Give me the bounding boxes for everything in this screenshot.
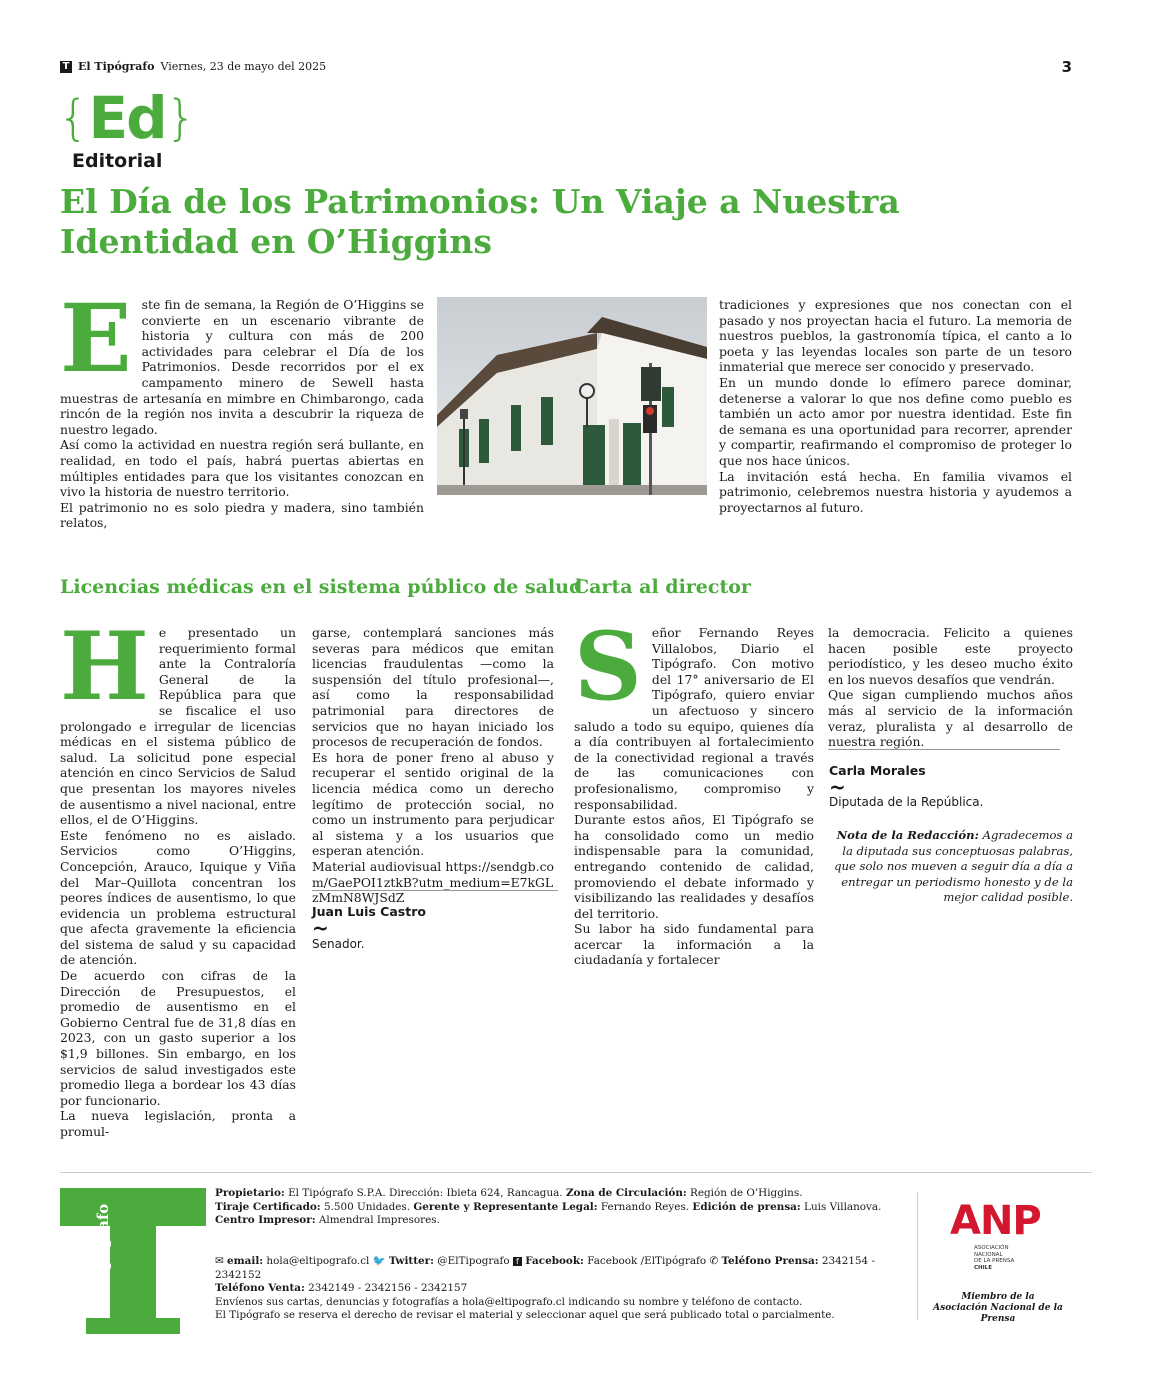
- edicion-value: Luis Villanova.: [804, 1200, 882, 1213]
- carta-column-2: [828, 625, 1073, 750]
- anp-letters: ANP: [950, 1198, 1041, 1244]
- licencias-signature-mark: ~: [312, 916, 329, 940]
- anp-member-caption: [928, 1292, 1068, 1325]
- tel-venta-label: Teléfono Venta:: [215, 1282, 305, 1295]
- licencias-col2-p3: Material audiovisual https://sendgb.com/GaePOI1ztkB?utm_medium=E7kGLzMmN8WJSdZ: [312, 858, 554, 906]
- logo-abbr: Ed: [88, 84, 166, 152]
- tel-prensa-label: Teléfono Prensa:: [721, 1255, 819, 1267]
- carta-signature-name: Carla Morales: [829, 763, 926, 778]
- footer-divider: [60, 1172, 1092, 1173]
- licencias-signature-divider: [312, 890, 558, 891]
- anp-sub-2: NACIONAL: [974, 1251, 1003, 1258]
- page-number: 3: [1061, 58, 1072, 76]
- licencias-column-2: [312, 625, 554, 906]
- editorial-col1-p2: Así como la actividad en nuestra región será bullante, en realidad, en todo el país, habrá puertas abiertas en múltiples entidades para que los visitantes conozcan en vivo la historia de nuestro territorio.: [60, 437, 424, 500]
- carta-dropcap: S: [574, 612, 642, 722]
- licencias-col2-p2: Es hora de poner freno al abuso y recuperar el sentido original de la licencia médica como un derecho legítimo de protección social, no como un instrumento para perjudicar al sistema y a los usuarios que esperan atención.: [312, 749, 554, 859]
- editorial-column-1: [60, 284, 424, 531]
- footer-contact: [215, 1255, 905, 1323]
- zona-value: Región de O’Higgins.: [690, 1187, 803, 1199]
- twitter-value[interactable]: @ElTipografo: [437, 1255, 510, 1267]
- footer-tipografo-logo: [60, 1188, 206, 1334]
- propietario-value: El Tipógrafo S.P.A. Dirección: Ibieta 624, Rancagua.: [288, 1187, 563, 1199]
- gerente-label: Gerente y Representante Legal:: [413, 1200, 598, 1213]
- tiraje-value: 5.500 Unidades.: [323, 1200, 411, 1213]
- tel-venta-value: 2342149 - 2342156 - 2342157: [308, 1282, 468, 1295]
- header-brand: El Tipógrafo: [78, 60, 155, 73]
- footer-envio: Envíenos sus cartas, denuncias y fotografías a hola@eltipografo.cl indicando su nombre y teléfono de contacto.: [215, 1295, 803, 1308]
- carta-col1-first: eñor Fernando Reyes Villalobos, Diario el Tipógrafo. Con motivo del 17° aniversario de El Tipógrafo, quiero enviar un afectuoso y sincero saludo a todo su equipo, quienes día a día contribuyen al fortalecimiento de la conectividad regional a través de las comunicaciones con profesionalismo, compromiso y responsabilidad.: [574, 625, 814, 812]
- tipografo-mini-icon: T: [60, 61, 72, 73]
- carta-signature-divider: [828, 749, 1060, 750]
- licencias-signature-role: Senador.: [312, 937, 365, 951]
- licencias-col2-p1: garse, contemplará sanciones más severas para médicos que emitan licencias fraudulentas —como la suspensión del título profesional—, así como la responsabilidad patrimonial para directores de servicios que no hayan iniciado los procesos de recuperación de fondos.: [312, 625, 554, 750]
- tel-prensa-value: 2342154 - 2342152: [215, 1255, 875, 1281]
- editorial-section-logo: [58, 84, 197, 172]
- footer-credits: [215, 1187, 905, 1228]
- carta-col1-p2: Durante estos años, El Tipógrafo se ha consolidado como un medio indispensable para la comunidad, entregando contenido de calidad, promoviendo el debate informado y visibilizando las realidades y desafíos del territorio.: [574, 812, 814, 921]
- licencias-col1-p2: Este fenómeno no es aislado. Servicios como O’Higgins, Concepción, Arauco, Iquique y Viña del Mar–Quillota concentran los peores índices de ausentismo, lo que evidencia un problema estructural que afecta gravemente la eficiencia del sistema de salud y su capacidad de atención.: [60, 827, 296, 968]
- facebook-label: Facebook:: [525, 1255, 584, 1267]
- logo-label: Editorial: [72, 150, 163, 172]
- editorial-dropcap: E: [60, 284, 132, 394]
- anp-logo: [950, 1198, 1070, 1271]
- editorial-col2-p1: tradiciones y expresiones que nos conectan con el pasado y nos proyectan hacia el futuro. La memoria de nuestros pueblos, la gastronomía típica, el canto a lo poeta y las leyendas locales son parte de un tesoro inmaterial que merece ser conocido y preservado.: [719, 297, 1072, 375]
- footer-logo-text: El Tipógrafo: [94, 1203, 112, 1308]
- licencias-col1-p4: La nueva legislación, pronta a promul-: [60, 1108, 296, 1139]
- carta-col1-p3: Su labor ha sido fundamental para acercar la información a la ciudadanía y fortalecer: [574, 921, 814, 968]
- gerente-value: Fernando Reyes.: [600, 1200, 690, 1213]
- note-label: Nota de la Redacción:: [836, 828, 979, 842]
- licencias-column-1: [60, 612, 296, 1140]
- carta-title: Carta al director: [574, 576, 751, 598]
- logo-close-brace: }: [165, 90, 197, 146]
- licencias-title: Licencias médicas en el sistema público de salud: [60, 576, 583, 598]
- licencias-signature-name: Juan Luis Castro: [312, 904, 426, 919]
- page-header: [60, 60, 326, 73]
- footer-reserva: El Tipógrafo se reserva el derecho de revisar el material y seleccionar aquel que será publicado total o parcialmente.: [215, 1309, 835, 1322]
- editorial-note: [828, 828, 1073, 906]
- edicion-label: Edición de prensa:: [692, 1200, 801, 1213]
- facebook-value[interactable]: Facebook /ElTipógrafo: [587, 1255, 707, 1267]
- centro-value: Almendral Impresores.: [318, 1214, 440, 1227]
- twitter-label: Twitter:: [388, 1255, 434, 1267]
- editorial-col2-p3: La invitación está hecha. En familia vivamos el patrimonio, celebremos nuestra historia y ayudemos a proyectarnos al futuro.: [719, 468, 1072, 515]
- editorial-title: El Día de los Patrimonios: Un Viaje a Nuestra Identidad en O’Higgins: [60, 182, 900, 261]
- email-value[interactable]: hola@eltipografo.cl: [266, 1255, 370, 1267]
- editorial-col2-p2: En un mundo donde lo efímero parece dominar, detenerse a valorar lo que nos define como pueblo es también un acto amor por nuestra identidad. Este fin de semana es una oportunidad para recorrer, aprender y compartir, reafirmando el compromiso de proteger lo que nos hace únicos.: [719, 374, 1072, 468]
- editorial-col1-first: ste fin de semana, la Región de O’Higgins se convierte en un escenario vibrante de historia y cultura con más de 200 actividades para celebrar el Día de los Patrimonios. Desde recorridos por el ex campamento minero de Sewell hasta muestras de artesanía en mimbre en Chimbarongo, cada rincón de la región nos invita a descubrir la riqueza de nuestro legado.: [60, 297, 424, 437]
- header-date: Viernes, 23 de mayo del 2025: [160, 60, 327, 73]
- member-line-2: Asociación Nacional de la Prensa: [933, 1303, 1063, 1324]
- email-label: email:: [227, 1255, 264, 1267]
- editorial-col1-p3: El patrimonio no es solo piedra y madera, sino también relatos,: [60, 499, 424, 531]
- carta-column-1: [574, 612, 814, 968]
- anp-subtitle: [974, 1245, 1014, 1271]
- carta-col2-p2: Que sigan cumpliendo muchos años más al servicio de la información veraz, pluralista y al desarrollo de nuestra región.: [828, 687, 1073, 750]
- propietario-label: Propietario:: [215, 1187, 285, 1199]
- note-text: Agradecemos a la diputada sus conceptuosas palabras, que solo nos mueven a seguir día a día a entregar un periodismo honesto y de la mejor calidad posible.: [834, 828, 1073, 905]
- licencias-col1-p3: De acuerdo con cifras de la Dirección de Presupuestos, el promedio de ausentismo en el Gobierno Central fue de 31,8 días en 2023, con un gasto superior a los $1,9 billones. Sin embargo, en los servicios de salud investigados este promedio llega a bordear los 43 días por funcionario.: [60, 968, 296, 1108]
- anp-sub-3: DE LA PRENSA: [974, 1258, 1015, 1264]
- footer-vertical-divider: [917, 1192, 918, 1320]
- zona-label: Zona de Circulación:: [565, 1187, 687, 1199]
- logo-open-brace: {: [58, 90, 89, 146]
- heritage-house-photo: [437, 297, 707, 495]
- phone-icon: ✆: [709, 1255, 719, 1267]
- carta-signature-mark: ~: [829, 775, 846, 799]
- email-icon: ✉: [215, 1255, 224, 1267]
- facebook-icon: f: [513, 1257, 522, 1266]
- editorial-column-2: [719, 297, 1072, 515]
- member-line-1: Miembro de la: [961, 1292, 1035, 1302]
- carta-signature-role: Diputada de la República.: [829, 795, 984, 809]
- carta-col2-p1: la democracia. Felicito a quienes hacen posible este proyecto periodístico, y les deseo mucho éxito en los nuevos desafíos que vendrán.: [828, 625, 1073, 687]
- centro-label: Centro Impresor:: [215, 1214, 316, 1227]
- licencias-dropcap: H: [60, 612, 149, 722]
- anp-sub-4: CHILE: [974, 1264, 992, 1271]
- twitter-icon: 🐦: [372, 1255, 386, 1267]
- tiraje-label: Tiraje Certificado:: [215, 1200, 321, 1213]
- licencias-col1-first: e presentado un requerimiento formal ante la Contraloría General de la República para que se fiscalice el uso prolongado e irregular de licencias médicas en el sistema público de salud. La solicitud pone especial atención en cinco Servicios de Salud que presentan los mayores niveles de ausentismo a nivel nacional, entre ellos, el de O’Higgins.: [60, 625, 296, 828]
- anp-sub-1: ASOCIACIÓN: [974, 1245, 1009, 1251]
